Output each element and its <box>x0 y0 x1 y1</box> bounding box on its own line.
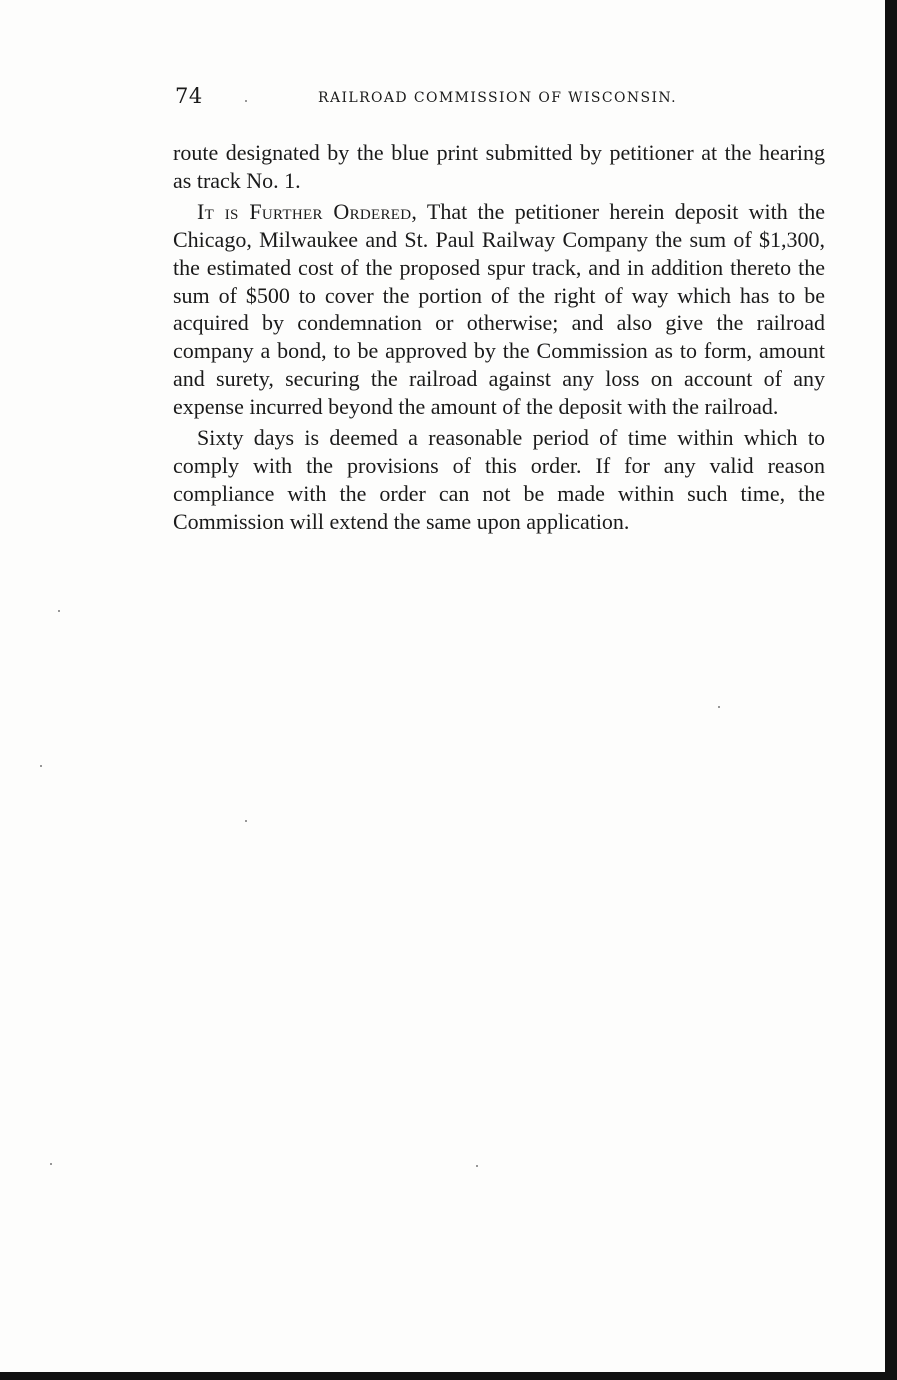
paragraph-time-limit: Sixty days is deemed a reasonable period of time within which to comply with the provisions of this order. If for any valid reason compliance with the order can not be made within such time, the Commission will extend the same upon application. <box>173 425 825 534</box>
page-header <box>175 84 825 114</box>
order-lead-in: It is Further Ordered <box>197 198 412 224</box>
running-head: RAILROAD COMMISSION OF WISCONSIN. <box>318 90 678 106</box>
scan-speck <box>40 765 42 767</box>
scan-edge-bottom <box>0 1372 897 1380</box>
paragraph-order <box>173 198 825 421</box>
paragraph-continuation: route designated by the blue print submitted by petitioner at the hearing as track No. 1. <box>173 140 825 193</box>
body-text <box>173 139 825 536</box>
order-text: , That the petitioner herein deposit with the Chicago, Milwaukee and St. Paul Railway Company the sum of $1,300, the estimated cost of the proposed spur track, and in addition thereto the sum of $500 to cover the portion of the right of way which has to be acquired by condemnation or otherwise; and also give the railroad company a bond, to be approved by the Commission as to form, amount and surety, securing the railroad against any loss on account of any expense incurred beyond the amount of the deposit with the railroad. <box>173 198 826 420</box>
page-number: 74 <box>175 84 203 108</box>
scan-speck <box>58 610 60 612</box>
scan-speck <box>245 100 247 102</box>
scan-speck <box>476 1165 478 1167</box>
scan-edge-right <box>885 0 897 1380</box>
scan-speck <box>718 706 720 708</box>
scan-speck <box>50 1163 52 1165</box>
scan-speck <box>245 820 247 822</box>
